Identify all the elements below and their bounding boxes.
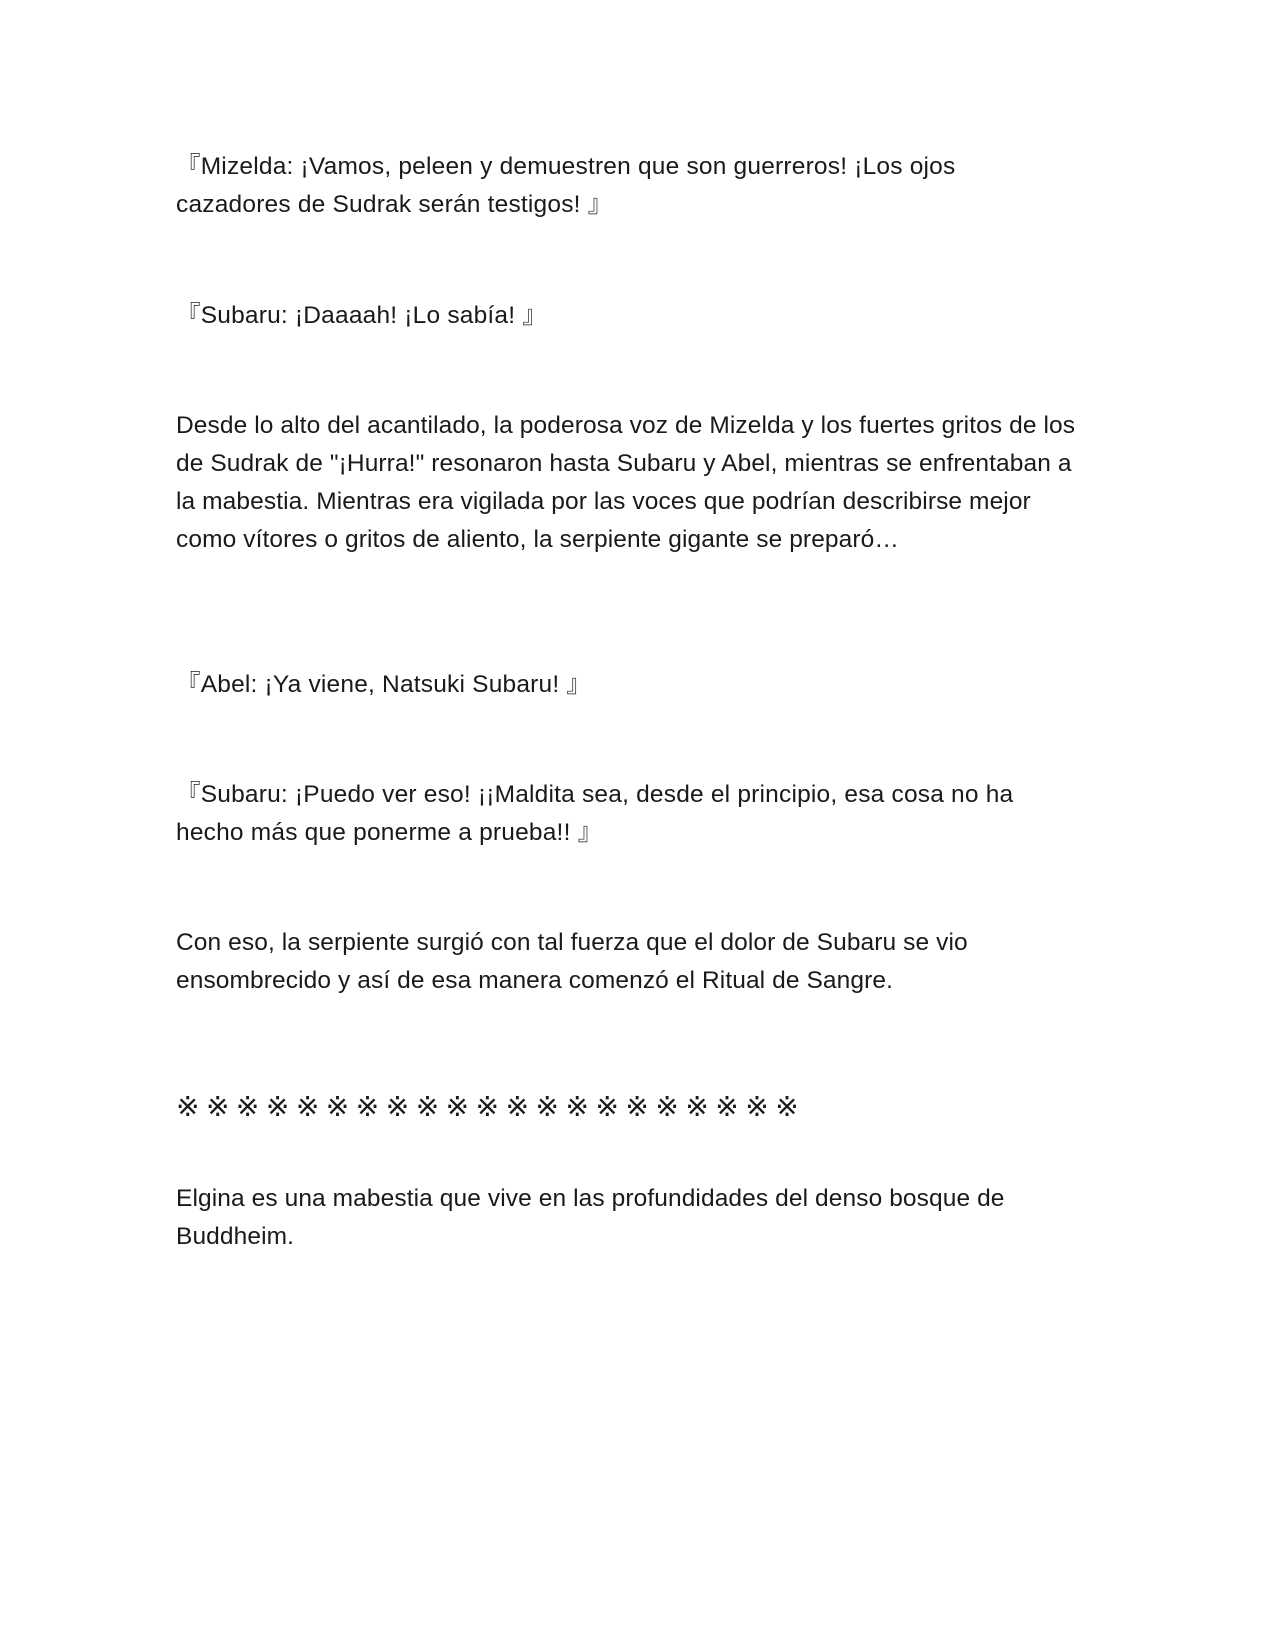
- dialogue-mizelda: 『Mizelda: ¡Vamos, peleen y demuestren que son guerreros! ¡Los ojos cazadores de Sudrak serán testigos! 』: [176, 153, 956, 218]
- narration-paragraph-2: Con eso, la serpiente surgió con tal fuerza que el dolor de Subaru se vio ensombrecido y así de esa manera comenzó el Ritual de Sangre.: [176, 929, 968, 994]
- narration-paragraph-1: Desde lo alto del acantilado, la poderosa voz de Mizelda y los fuertes gritos de los de Sudrak de "¡Hurra!" resonaron hasta Subaru y Abel, mientras se enfrentaban a la mabestia. Mientras era vigilada por las voces que podrían describirse mejor como vítores o gritos de aliento, la serpiente gigante se preparó…: [176, 412, 1076, 553]
- dialogue-abel: 『Abel: ¡Ya viene, Natsuki Subaru! 』: [176, 671, 592, 698]
- dialogue-subaru-2: 『Subaru: ¡Puedo ver eso! ¡¡Maldita sea, desde el principio, esa cosa no ha hecho más que ponerme a prueba!! 』: [176, 781, 1014, 846]
- narration-paragraph-3: Elgina es una mabestia que vive en las profundidades del denso bosque de Buddheim.: [176, 1185, 1005, 1250]
- dialogue-subaru-1: 『Subaru: ¡Daaaah! ¡Lo sabía! 』: [176, 302, 547, 329]
- scene-separator: ※※※※※※※※※※※※※※※※※※※※※: [176, 1090, 806, 1123]
